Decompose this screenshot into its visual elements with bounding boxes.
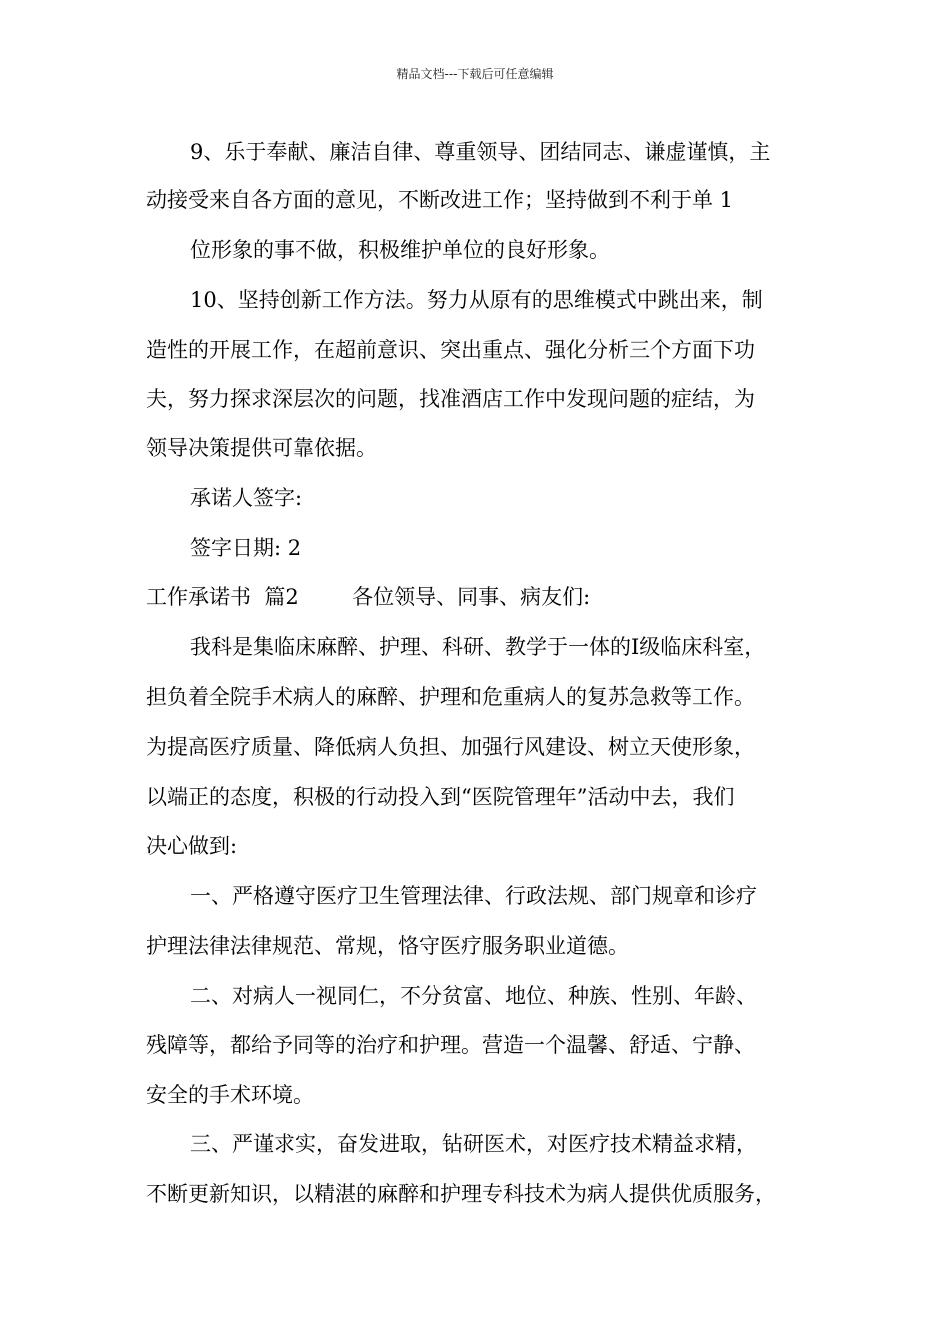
text-line: 残障等，都给予同等的治疗和护理。营造一个温馨、舒适、宁静、	[146, 1033, 755, 1057]
text-line: 我科是集临床麻醉、护理、科研、教学于一体的Ⅰ级临床科室，	[190, 635, 766, 659]
text-line: 10、坚持创新工作方法。努力从原有的思维模式中跳出来，制	[190, 288, 763, 312]
text-line: 一、严格遵守医疗卫生管理法律、行政法规、部门规章和诊疗	[190, 884, 757, 908]
text-line: 领导决策提供可靠依据。	[146, 436, 377, 460]
text-line: 9、乐于奉献、廉洁自律、尊重领导、团结同志、谦虚谨慎，主	[190, 140, 771, 164]
text-line: 不断更新知识，以精湛的麻醉和护理专科技术为病人提供优质服务，	[146, 1182, 776, 1206]
text-line: 决心做到:	[146, 834, 238, 858]
text-line: 担负着全院手术病人的麻醉、护理和危重病人的复苏急救等工作。	[146, 685, 755, 709]
text-line: 护理法律法律规范、常规，恪守医疗服务职业道德。	[146, 934, 629, 958]
signature-label: 承诺人签字:	[190, 486, 303, 510]
text-line: 造性的开展工作，在超前意识、突出重点、强化分析三个方面下功	[146, 338, 755, 362]
page-header: 精品文档---下载后可任意编辑	[396, 67, 554, 81]
text-line: 夫，努力探求深层次的问题，找准酒店工作中发现问题的症结，为	[146, 387, 755, 411]
section-title: 工作承诺书 篇2 各位领导、同事、病友们:	[146, 585, 591, 609]
text-line: 为提高医疗质量、降低病人负担、加强行风建设、树立天使形象，	[146, 735, 755, 759]
text-line: 位形象的事不做，积极维护单位的良好形象。	[190, 238, 610, 262]
text-line: 以端正的态度，积极的行动投入到“医院管理年”活动中去，我们	[146, 785, 735, 809]
text-line: 二、对病人一视同仁，不分贫富、地位、种族、性别、年龄、	[190, 984, 757, 1008]
text-line: 动接受来自各方面的意见，不断改进工作；坚持做到不利于单 1	[146, 188, 734, 212]
text-line: 安全的手术环境。	[146, 1083, 314, 1107]
sign-date-label: 签字日期: 2	[190, 536, 302, 560]
text-line: 三、严谨求实，奋发进取，钻研医术，对医疗技术精益求精，	[190, 1132, 757, 1156]
